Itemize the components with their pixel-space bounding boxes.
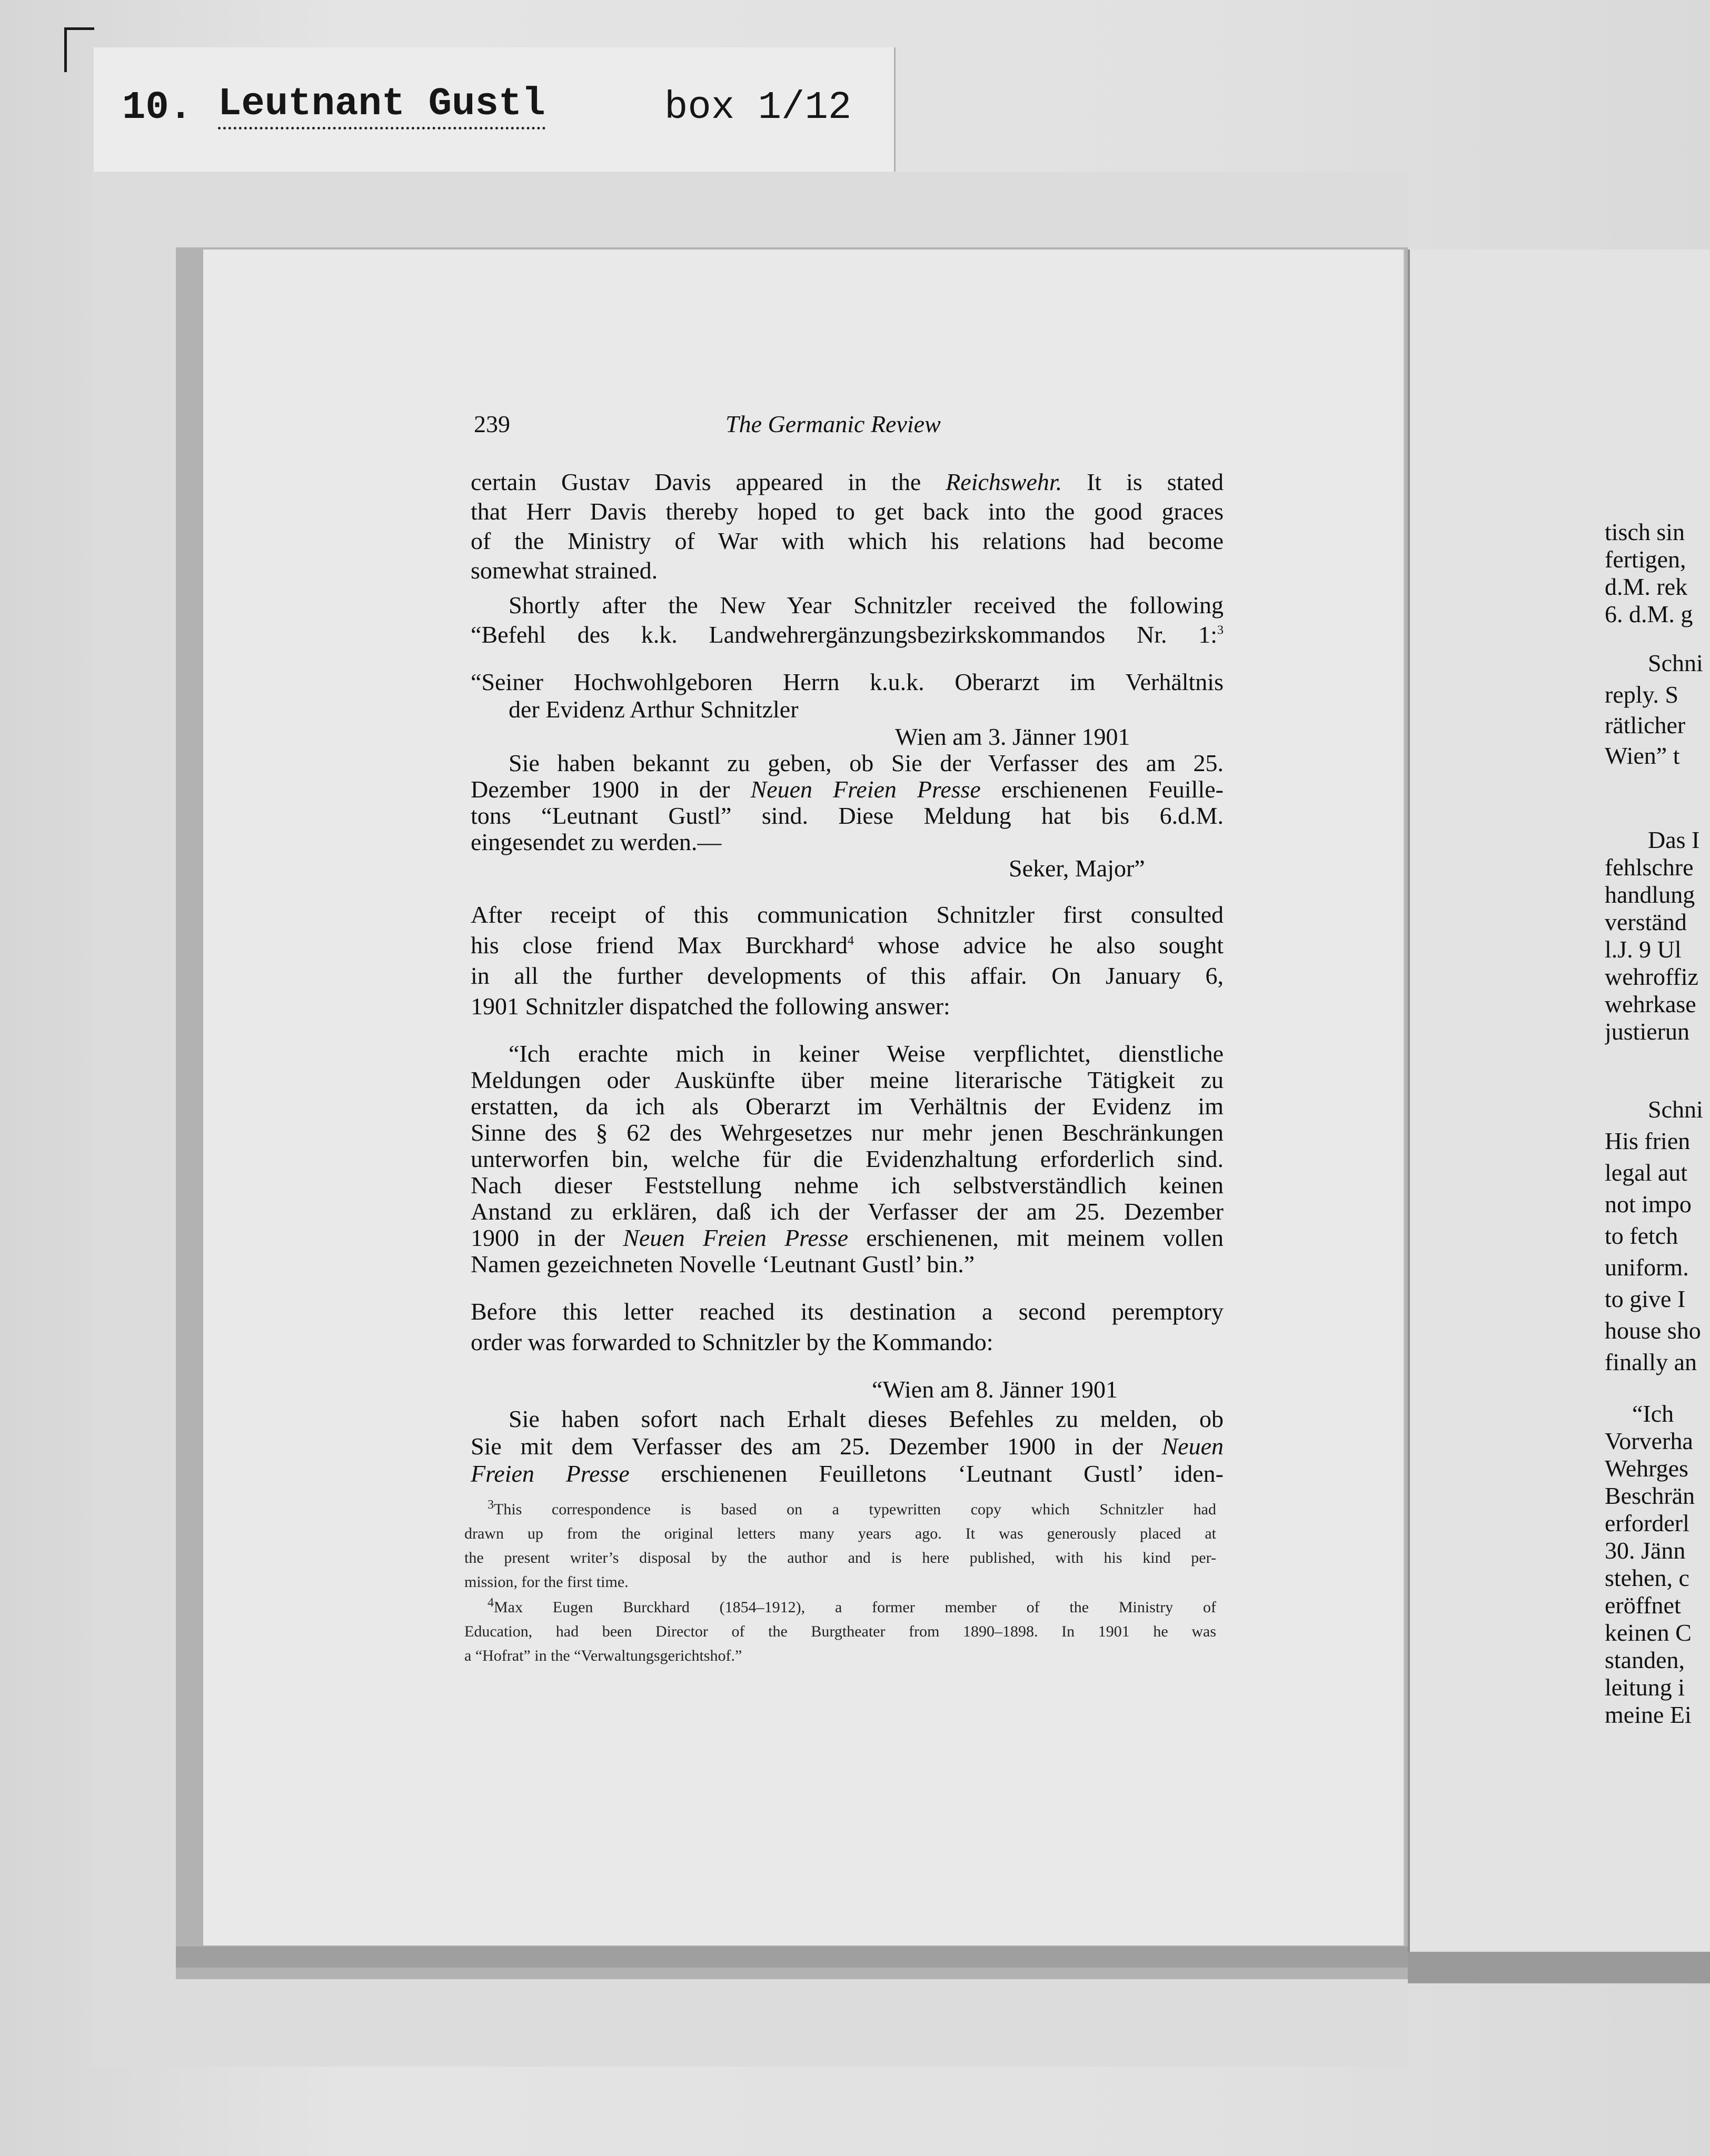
text-line: 1901 Schnitzler dispatched the following answer: — [471, 993, 950, 1020]
folder-title: Leutnant Gustl — [218, 82, 545, 129]
letter-date: Wien am 3. Jänner 1901 — [895, 723, 1130, 750]
next-page-line: tisch sin — [1605, 518, 1685, 545]
journal-title: The Germanic Review — [725, 411, 941, 437]
next-page-line: fehlschre — [1605, 854, 1694, 881]
letter-line: unterworfen bin, welche für die Evidenzhaltung erforderlich sind. — [471, 1145, 1224, 1172]
letter-line: “Ich erachte mich in keiner Weise verpflichtet, dienstliche — [509, 1040, 1224, 1067]
footnote-line: $^4$Max Eugen Burckhard (1854–1912), a former member of the Ministry of — [488, 1596, 1216, 1616]
next-page-shadow — [1408, 1952, 1710, 1983]
next-page-line: handlung — [1605, 881, 1695, 908]
letter-line: 1900 in der Neuen Freien Presse erschienenen, mit meinem vollen — [471, 1224, 1224, 1251]
page-edge — [176, 1947, 1408, 1968]
text-line: his close friend Max Burckhard$^4$ whose advice he also sought — [471, 932, 1224, 959]
letter-line: Anstand zu erklären, daß ich der Verfasser der am 25. Dezember — [471, 1198, 1224, 1225]
crop-corner-mark — [64, 27, 94, 72]
folder-number: 10. — [122, 86, 193, 130]
text-line: that Herr Davis thereby hoped to get back into the good graces — [471, 498, 1224, 525]
next-page-line: l.J. 9 Ul — [1605, 936, 1682, 963]
next-page-line: reply. S — [1605, 681, 1679, 708]
text-line: “Befehl des k.k. Landwehrergänzungsbezirkskommandos Nr. 1:$^3$ — [471, 621, 1224, 648]
next-page-line: 6. d.M. g — [1605, 601, 1693, 627]
text-line: certain Gustav Davis appeared in the Reichswehr. It is stated — [471, 468, 1224, 495]
next-page-line: legal aut — [1605, 1159, 1688, 1186]
next-page-line: to give I — [1605, 1285, 1686, 1312]
letter-line: Nach dieser Feststellung nehme ich selbstverständlich keinen — [471, 1172, 1224, 1199]
next-page-line: “Ich — [1632, 1400, 1674, 1427]
letter-line: erstatten, da ich als Oberarzt im Verhältnis der Evidenz im — [471, 1093, 1224, 1120]
text-line: Shortly after the New Year Schnitzler received the following — [509, 592, 1224, 618]
next-page-line: keinen C — [1605, 1619, 1692, 1646]
next-page-line: verständ — [1605, 909, 1687, 935]
text-line: somewhat strained. — [471, 557, 658, 584]
footnote-line: Education, had been Director of the Burgtheater from 1890–1898. In 1901 he was — [464, 1623, 1216, 1640]
footnote-line: the present writer’s disposal by the author and is here published, with his kind per- — [464, 1549, 1216, 1566]
next-page-line: finally an — [1605, 1349, 1697, 1375]
letter-line: Sie haben bekannt zu geben, ob Sie der Verfasser des am 25. — [509, 750, 1224, 776]
next-page-line: leitung i — [1605, 1674, 1685, 1701]
letter-line: Freien Presse erschienenen Feuilletons ‘Leutnant Gustl’ iden- — [471, 1460, 1224, 1487]
letter-line: Sie haben sofort nach Erhalt dieses Befehles zu melden, ob — [509, 1405, 1224, 1432]
next-page-line: Schni — [1648, 1096, 1703, 1123]
next-page-line: Vorverha — [1605, 1428, 1693, 1454]
footnote-line: a “Hofrat” in the “Verwaltungsgerichtshof.” — [464, 1647, 742, 1664]
next-page-line: fertigen, — [1605, 546, 1686, 573]
next-page-line: standen, — [1605, 1646, 1685, 1673]
next-page-line: justierun — [1605, 1018, 1689, 1045]
next-page-line: wehrkase — [1605, 991, 1696, 1017]
letter-signature: Seker, Major” — [1009, 855, 1145, 882]
next-page-line: Schni — [1648, 650, 1703, 676]
footnote-line: $^3$This correspondence is based on a typewritten copy which Schnitzler had — [488, 1498, 1216, 1518]
letter-line: “Seiner Hochwohlgeboren Herrn k.u.k. Oberarzt im Verhältnis — [471, 668, 1224, 695]
next-page-line: to fetch — [1605, 1222, 1678, 1249]
next-page-line: not impo — [1605, 1191, 1692, 1217]
letter-line: Sinne des § 62 des Wehrgesetzes nur mehr jenen Beschränkungen — [471, 1119, 1224, 1146]
next-page-line: uniform. — [1605, 1254, 1689, 1281]
letter-line: der Evidenz Arthur Schnitzler — [509, 696, 799, 723]
letter-line: Dezember 1900 in der Neuen Freien Presse erschienenen Feuille- — [471, 776, 1224, 803]
next-page-line: Wehrges — [1605, 1455, 1688, 1482]
footnote-line: mission, for the first time. — [464, 1573, 629, 1591]
next-page-line: Wien” t — [1605, 742, 1680, 769]
next-page-line: His frien — [1605, 1127, 1691, 1154]
next-page-line: 30. Jänn — [1605, 1537, 1686, 1564]
next-page-line: eröffnet — [1605, 1592, 1681, 1619]
letter-line: Meldungen oder Auskünfte über meine literarische Tätigkeit zu — [471, 1066, 1224, 1093]
next-page-line: d.M. rek — [1605, 573, 1688, 600]
box-number: box 1/12 — [664, 86, 852, 130]
next-page-line: Das I — [1648, 826, 1700, 853]
text-line: order was forwarded to Schnitzler by the Kommando: — [471, 1329, 993, 1355]
letter-date: “Wien am 8. Jänner 1901 — [872, 1376, 1118, 1403]
letter-line: Namen gezeichneten Novelle ‘Leutnant Gustl’ bin.” — [471, 1251, 975, 1277]
text-line: After receipt of this communication Schnitzler first consulted — [471, 901, 1224, 928]
next-page-line: wehroffiz — [1605, 963, 1698, 990]
next-page-line: erforderl — [1605, 1510, 1689, 1536]
text-line: of the Ministry of War with which his relations had become — [471, 527, 1224, 554]
footnote-line: drawn up from the original letters many years ago. It was generously placed at — [464, 1525, 1216, 1542]
letter-line: eingesendet zu werden.— — [471, 829, 722, 855]
text-line: in all the further developments of this affair. On January 6, — [471, 962, 1224, 989]
text-line: Before this letter reached its destination a second peremptory — [471, 1298, 1224, 1325]
next-page-line: Beschrän — [1605, 1482, 1695, 1509]
next-page-line: meine Ei — [1605, 1701, 1692, 1728]
letter-line: Sie mit dem Verfasser des am 25. Dezember 1900 in der Neuen — [471, 1433, 1224, 1460]
next-page-line: stehen, c — [1605, 1564, 1689, 1591]
next-page-line: rätlicher — [1605, 712, 1686, 738]
letter-line: tons “Leutnant Gustl” sind. Diese Meldung hat bis 6.d.M. — [471, 802, 1224, 829]
page-number: 239 — [474, 411, 510, 437]
next-page-line: house sho — [1605, 1317, 1701, 1344]
